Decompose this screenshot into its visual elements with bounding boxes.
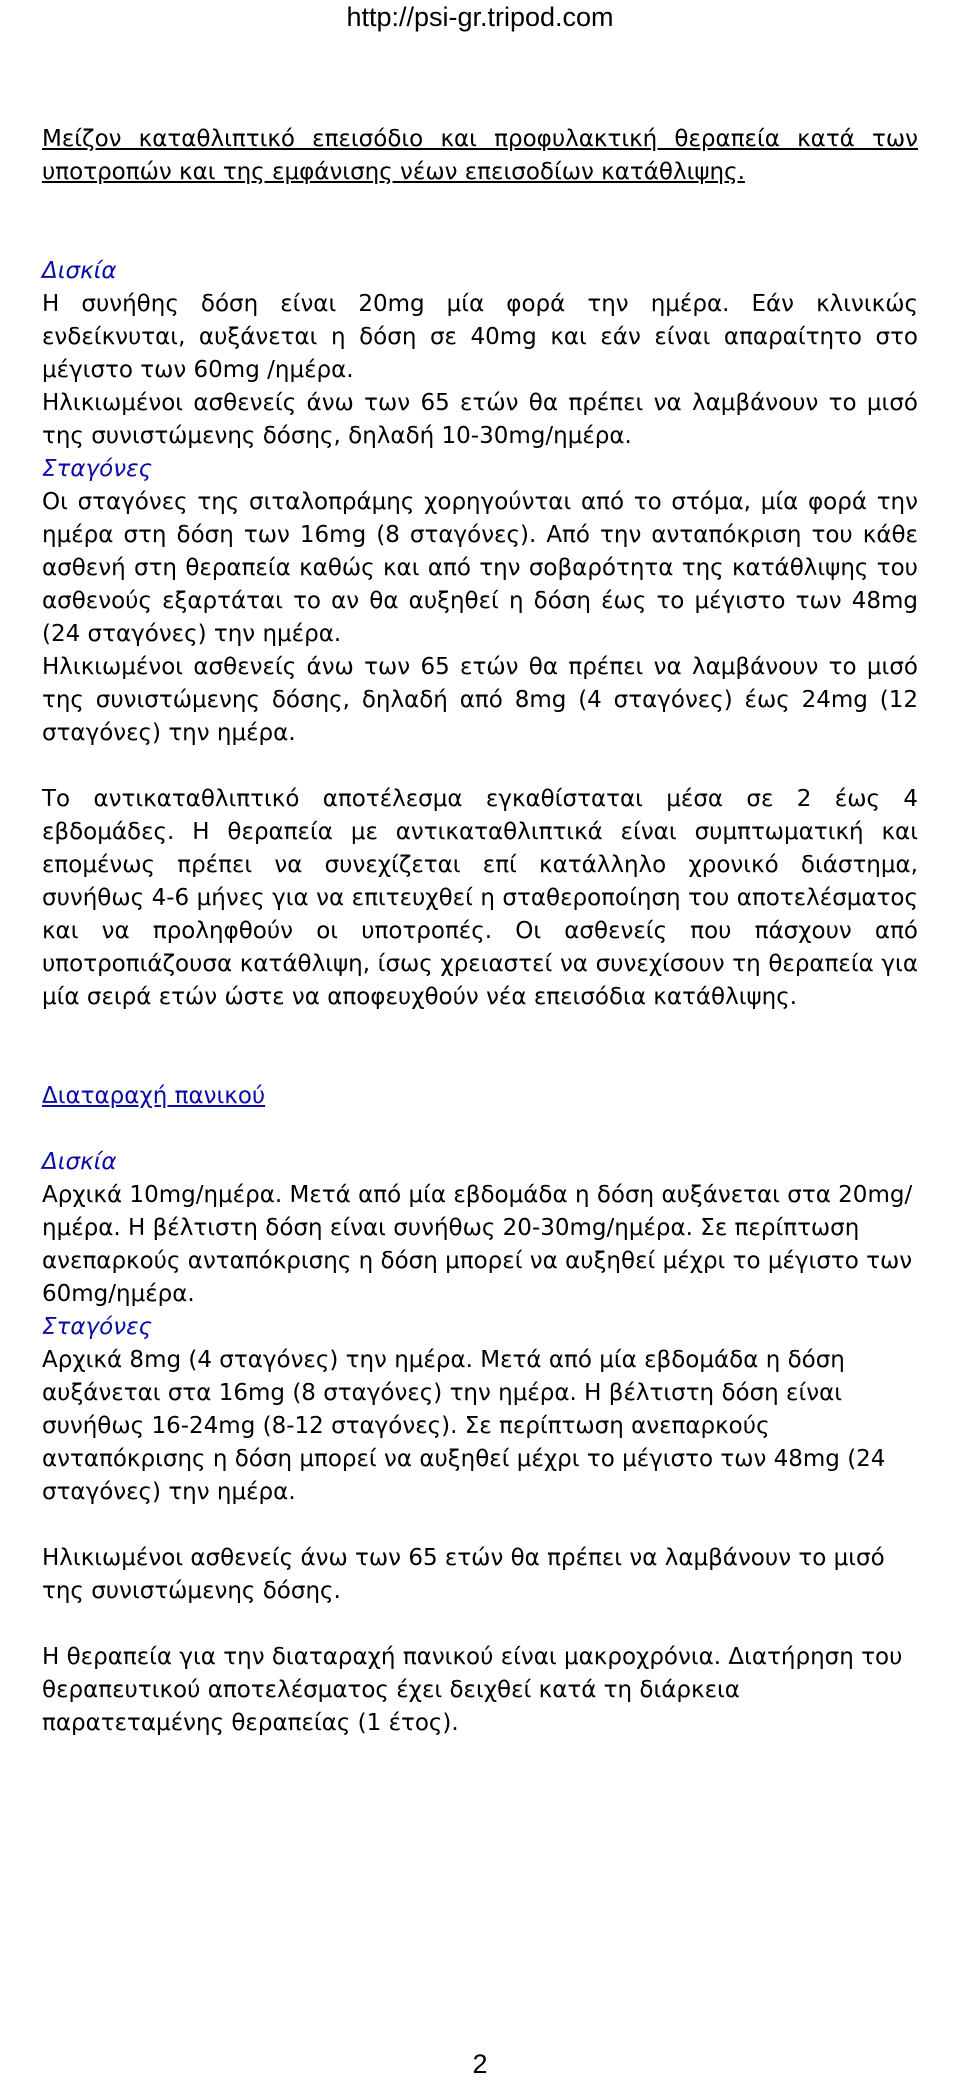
section-title-panic-disorder: Διαταραχή πανικού: [42, 1083, 266, 1109]
spacer: [42, 1509, 918, 1542]
panic-duration-paragraph: Η θεραπεία για την διαταραχή πανικού είναι μακροχρόνια. Διατήρηση του θεραπευτικού αποτελέσματος έχει δειχθεί κατά τη διάρκεια παρατεταμένης θεραπείας (1 έτος).: [42, 1644, 903, 1736]
spacer: [42, 750, 918, 783]
panic-drops-paragraph: Αρχικά 8mg (4 σταγόνες) την ημέρα. Μετά από μία εβδομάδα η δόση αυξάνεται στα 16mg (8 σταγόνες) την ημέρα. Η βέλτιστη δόση είναι συνήθως 16-24mg (8-12 σταγόνες). Σε περίπτωση ανεπαρκούς ανταπόκρισης η δόση μπορεί να αυξηθεί μέχρι το μέγιστο των 48mg (24 σταγόνες) την ημέρα.: [42, 1347, 886, 1505]
section-title-depression: Μείζον καταθλιπτικό επεισόδιο και προφυλακτική θεραπεία κατά των υποτροπών και της εμφάνισης νέων επεισοδίων κατάθλιψης.: [42, 126, 918, 185]
document-body: [42, 123, 918, 1740]
panic-tablets-heading: Δισκία: [42, 1149, 117, 1175]
antidepressant-effect-paragraph: Το αντικαταθλιπτικό αποτέλεσμα εγκαθίσταται μέσα σε 2 έως 4 εβδομάδες. Η θεραπεία με αντικαταθλιπτικά είναι συμπτωματική και επομένως πρέπει να συνεχίζεται επί κατάλληλο χρονικό διάστημα, συνήθως 4-6 μήνες για να επιτευχθεί η σταθεροποίηση του αποτελέσματος και να προληφθούν οι υποτροπές. Οι ασθενείς που πάσχουν από υποτροπιάζουσα κατάθλιψη, ίσως χρειαστεί να συνεχίσουν τη θεραπεία για μία σειρά ετών ώστε να αποφευχθούν νέα επεισόδια κατάθλιψης.: [42, 786, 918, 1010]
spacer: [42, 189, 918, 255]
drops-heading: Σταγόνες: [42, 456, 153, 482]
spacer: [42, 1113, 918, 1146]
tablets-heading: Δισκία: [42, 258, 117, 284]
page-number: 2: [472, 2049, 488, 2079]
panic-drops-heading: Σταγόνες: [42, 1314, 153, 1340]
panic-tablets-paragraph: Αρχικά 10mg/ημέρα. Μετά από μία εβδομάδα η δόση αυξάνεται στα 20mg/ημέρα. Η βέλτιστη δόση είναι συνήθως 20-30mg/ημέρα. Σε περίπτωση ανεπαρκούς ανταπόκρισης η δόση μπορεί να αυξηθεί μέχρι το μέγιστο των 60mg/ημέρα.: [42, 1182, 913, 1307]
drops-dosage-paragraph: Οι σταγόνες της σιταλοπράμης χορηγούνται από το στόμα, μία φορά την ημέρα στη δόση των 16mg (8 σταγόνες). Από την ανταπόκριση του κάθε ασθενή στη θεραπεία καθώς και από την σοβαρότητα της κατάθλιψης του ασθενούς εξαρτάται το αν θα αυξηθεί η δόση έως το μέγιστο των 48mg (24 σταγόνες) την ημέρα.: [42, 489, 918, 647]
panic-elderly-paragraph: Ηλικιωμένοι ασθενείς άνω των 65 ετών θα πρέπει να λαμβάνουν το μισό της συνιστώμενης δόσης.: [42, 1545, 885, 1604]
header-url: http://psi-gr.tripod.com: [346, 2, 614, 32]
tablets-dosage-paragraph: Η συνήθης δόση είναι 20mg μία φορά την ημέρα. Εάν κλινικώς ενδείκνυται, αυξάνεται η δόση σε 40mg και εάν είναι απαραίτητο στο μέγιστο των 60mg /ημέρα.: [42, 291, 918, 383]
spacer: [42, 1014, 918, 1080]
tablets-elderly-paragraph: Ηλικιωμένοι ασθενείς άνω των 65 ετών θα πρέπει να λαμβάνουν το μισό της συνιστώμενης δόσης, δηλαδή 10-30mg/ημέρα.: [42, 390, 918, 449]
spacer: [42, 1608, 918, 1641]
drops-elderly-paragraph: Ηλικιωμένοι ασθενείς άνω των 65 ετών θα πρέπει να λαμβάνουν το μισό της συνιστώμενης δόσης, δηλαδή από 8mg (4 σταγόνες) έως 24mg (12 σταγόνες) την ημέρα.: [42, 654, 918, 746]
